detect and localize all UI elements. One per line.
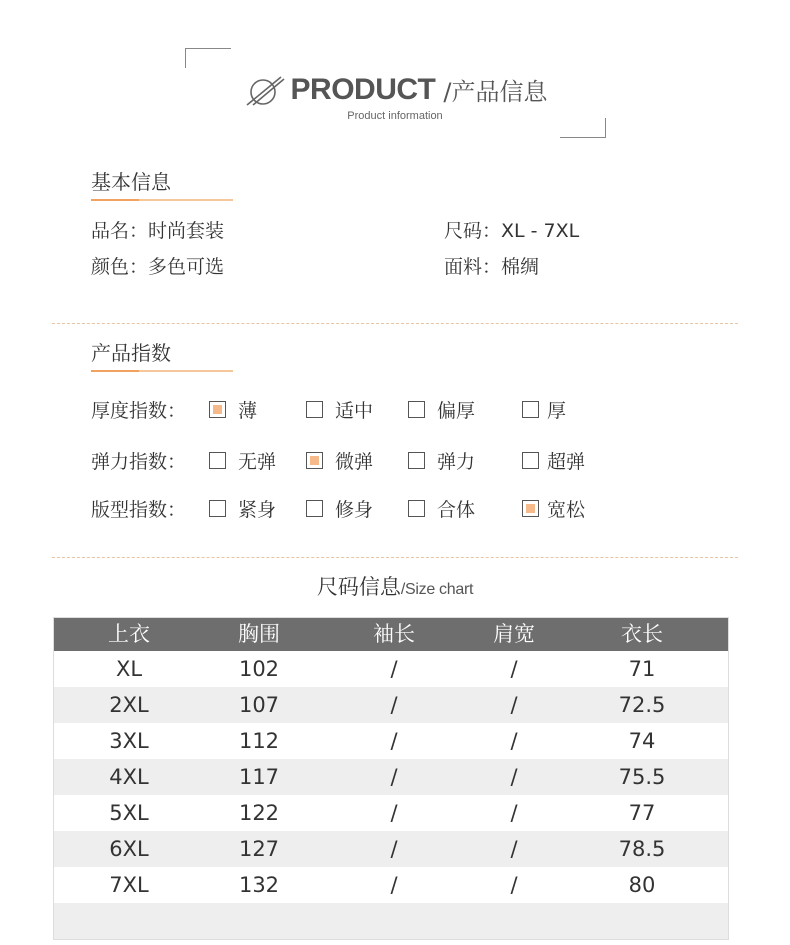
table-cell: 78.5: [618, 837, 666, 861]
table-cell: 5XL: [109, 801, 149, 825]
header-cell: 袖长: [373, 622, 415, 646]
table-row: [54, 651, 728, 687]
table-cell: 75.5: [618, 765, 666, 789]
table-cell: 102: [238, 657, 280, 681]
option-label: 超弹: [547, 451, 586, 473]
table-cell: 72.5: [618, 693, 666, 717]
option-label: 厚: [547, 400, 567, 422]
info-fabric: [444, 252, 539, 279]
option-label: 宽松: [547, 499, 586, 521]
table-row: [54, 831, 728, 867]
table-cell: /: [510, 801, 518, 825]
table-cell: XL: [115, 657, 143, 681]
checkbox[interactable]: [209, 500, 226, 517]
info-product-name: [91, 216, 224, 243]
divider: [52, 557, 738, 558]
checkbox[interactable]: [408, 500, 425, 517]
index-label-elasticity: 弹力指数：: [91, 451, 187, 473]
option-no-stretch[interactable]: [209, 447, 276, 474]
size-chart-title: [0, 571, 790, 601]
info-label: 颜色：: [91, 256, 149, 278]
header-cell: 胸围: [238, 622, 280, 646]
checkbox[interactable]: [306, 500, 323, 517]
table-cell: /: [390, 837, 398, 861]
table-cell: /: [510, 693, 518, 717]
table-row: [54, 687, 728, 723]
table-cell: 107: [238, 693, 280, 717]
table-footer: [54, 903, 728, 939]
option-label: 无弹: [238, 451, 277, 473]
option-label: 微弹: [335, 451, 374, 473]
option-label: 薄: [238, 400, 258, 422]
checkbox[interactable]: [522, 452, 539, 469]
table-cell: 74: [628, 729, 656, 753]
option-label: 偏厚: [437, 400, 476, 422]
table-header: [54, 618, 728, 651]
section-title-basic-info: 基本信息: [91, 170, 171, 194]
table-cell: /: [510, 765, 518, 789]
option-slightly-thick[interactable]: [408, 396, 475, 423]
table-row: [54, 723, 728, 759]
option-medium[interactable]: [306, 396, 373, 423]
size-chart-title-zh: 尺码信息: [316, 575, 401, 599]
table-cell: /: [390, 765, 398, 789]
info-label: 尺码：: [444, 220, 502, 242]
option-tight[interactable]: [209, 495, 276, 522]
table-cell: 80: [628, 873, 656, 897]
option-thick[interactable]: [522, 396, 566, 423]
title-separator: /: [443, 78, 452, 106]
option-thin[interactable]: [209, 396, 257, 423]
table-row: [54, 867, 728, 903]
table-cell: 4XL: [109, 765, 149, 789]
table-cell: /: [510, 657, 518, 681]
table-row: [54, 795, 728, 831]
option-super-stretch[interactable]: [522, 447, 585, 474]
divider: [52, 323, 738, 324]
circle-slash-icon: [243, 73, 285, 107]
info-label: 品名：: [91, 220, 149, 242]
section-underline-basic-info: [91, 199, 233, 201]
option-stretch[interactable]: [408, 447, 475, 474]
page-subtitle: Product information: [347, 110, 443, 122]
info-value: 时尚套装: [148, 220, 225, 242]
table-cell: 77: [628, 801, 656, 825]
header-cell: 衣长: [621, 622, 663, 646]
table-cell: /: [510, 729, 518, 753]
option-regular[interactable]: [408, 495, 475, 522]
title-english: PRODUCT: [290, 72, 436, 106]
title-chinese: [443, 72, 547, 107]
section-title-product-index: 产品指数: [91, 341, 171, 365]
table-cell: 122: [238, 801, 280, 825]
option-slight-stretch[interactable]: [306, 447, 373, 474]
table-cell: 117: [238, 765, 280, 789]
info-value: XL - 7XL: [501, 220, 580, 242]
size-chart-title-en: /Size chart: [400, 581, 474, 598]
option-slim[interactable]: [306, 495, 373, 522]
table-cell: /: [390, 729, 398, 753]
table-cell: 3XL: [109, 729, 149, 753]
option-label: 合体: [437, 499, 476, 521]
checkbox-checked[interactable]: [522, 500, 539, 517]
info-value: 多色可选: [148, 256, 225, 278]
checkbox-checked[interactable]: [209, 401, 226, 418]
table-cell: /: [390, 873, 398, 897]
table-cell: /: [510, 837, 518, 861]
table-cell: /: [390, 657, 398, 681]
option-label: 修身: [335, 499, 374, 521]
table-cell: /: [510, 873, 518, 897]
corner-decoration-top-left: [185, 48, 231, 68]
table-cell: 2XL: [109, 693, 149, 717]
info-color: [91, 252, 224, 279]
table-cell: 132: [238, 873, 280, 897]
table-cell: /: [390, 693, 398, 717]
option-label: 弹力: [437, 451, 476, 473]
size-table: [53, 617, 729, 940]
table-cell: 127: [238, 837, 280, 861]
header-cell: 肩宽: [493, 622, 535, 646]
checkbox[interactable]: [209, 452, 226, 469]
header-cell: 上衣: [108, 622, 150, 646]
checkbox[interactable]: [306, 401, 323, 418]
title-chinese-text: 产品信息: [451, 78, 548, 106]
option-loose[interactable]: [522, 495, 585, 522]
info-label: 面料：: [444, 256, 502, 278]
checkbox[interactable]: [408, 452, 425, 469]
index-label-fit: 版型指数：: [91, 499, 187, 521]
checkbox[interactable]: [522, 401, 539, 418]
section-underline-product-index: [91, 370, 233, 372]
table-cell: 112: [238, 729, 280, 753]
info-value: 棉绸: [501, 256, 540, 278]
option-label: 紧身: [238, 499, 277, 521]
page-title: [0, 72, 790, 107]
checkbox[interactable]: [408, 401, 425, 418]
info-size-range: [444, 216, 579, 243]
table-cell: 7XL: [109, 873, 149, 897]
index-label-thickness: 厚度指数：: [91, 400, 187, 422]
table-cell: 71: [628, 657, 656, 681]
table-cell: 6XL: [109, 837, 149, 861]
table-row: [54, 759, 728, 795]
table-cell: /: [390, 801, 398, 825]
checkbox-checked[interactable]: [306, 452, 323, 469]
option-label: 适中: [335, 400, 374, 422]
